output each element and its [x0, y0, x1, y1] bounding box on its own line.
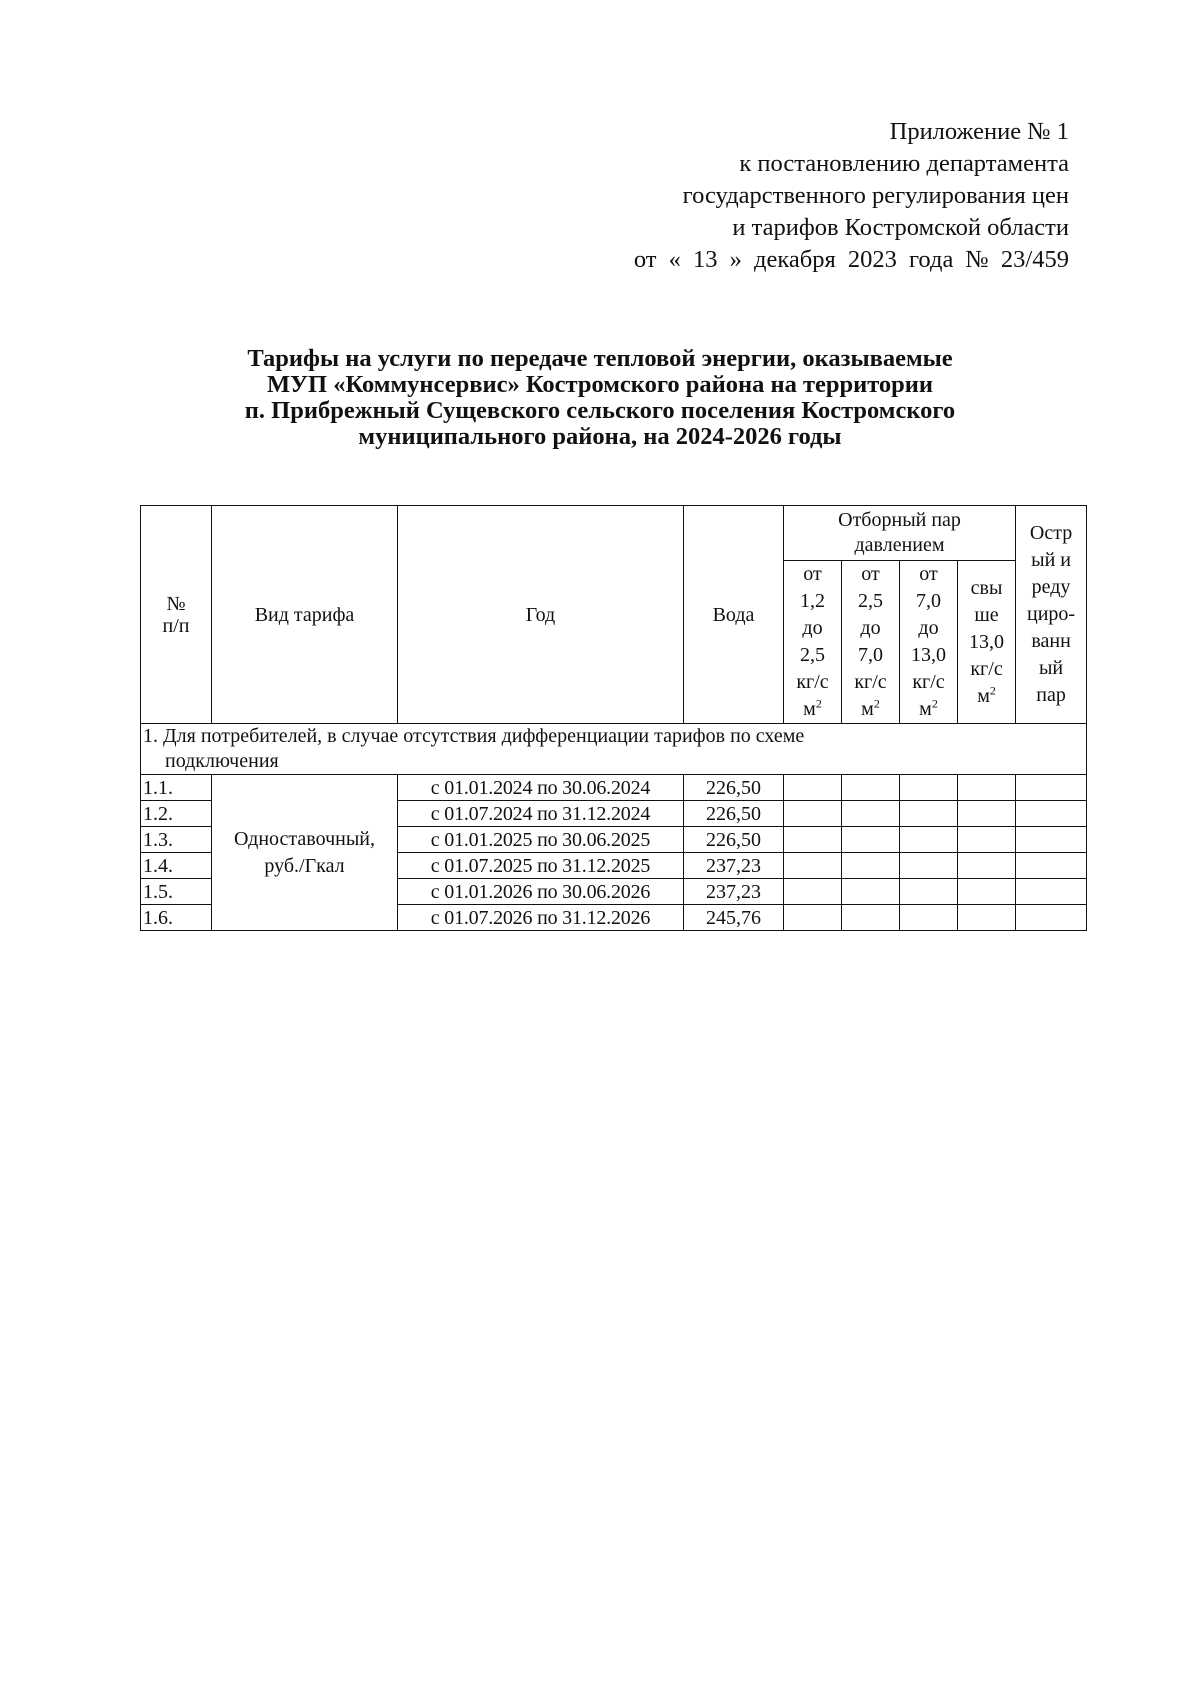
header-steam-over-13 [958, 561, 1016, 724]
cell-line: кг/с [970, 657, 1003, 680]
row-period: с 01.01.2025 по 30.06.2025 [398, 827, 684, 853]
tariff-kind-cell [212, 775, 398, 931]
empty-cell [784, 879, 842, 905]
appendix-line: и тарифов Костромской области [732, 214, 1069, 241]
row-index: 1.3. [141, 827, 212, 853]
empty-cell [958, 827, 1016, 853]
cell-line [960, 683, 1013, 710]
unit: м [977, 684, 990, 707]
row-water-value: 226,50 [684, 801, 784, 827]
header-num-line: п/п [162, 614, 190, 637]
header-year: Год [398, 506, 684, 724]
row-water-value: 226,50 [684, 827, 784, 853]
header-steam-line: Отборный пар [838, 509, 961, 531]
header-steam-group [784, 506, 1016, 561]
cell-line: от [803, 563, 822, 585]
cell-line: до [918, 617, 939, 639]
unit: м [861, 698, 874, 720]
row-water-value: 237,23 [684, 853, 784, 879]
empty-cell [784, 853, 842, 879]
empty-cell [900, 775, 958, 801]
header-sharp-line: циро- [1027, 603, 1076, 625]
cell-line [786, 696, 839, 723]
empty-cell [784, 827, 842, 853]
row-index: 1.5. [141, 879, 212, 905]
header-steam-1-2-5 [784, 561, 842, 724]
row-water-value: 226,50 [684, 775, 784, 801]
header-num-line: № [166, 592, 186, 615]
row-water-value: 245,76 [684, 905, 784, 931]
empty-cell [1016, 853, 1087, 879]
unit: м [803, 698, 816, 720]
row-period: с 01.07.2025 по 31.12.2025 [398, 853, 684, 879]
empty-cell [1016, 879, 1087, 905]
header-sharp-line: ый и [1031, 549, 1071, 571]
cell-line [844, 696, 897, 723]
row-index: 1.6. [141, 905, 212, 931]
empty-cell [1016, 905, 1087, 931]
header-sharp-line: Остр [1029, 522, 1073, 544]
header-water: Вода [684, 506, 784, 724]
header-num [141, 506, 212, 724]
empty-cell [958, 775, 1016, 801]
cell-line: 7,0 [858, 644, 883, 666]
cell-line: от [861, 563, 880, 585]
empty-cell [900, 853, 958, 879]
title-line: МУП «Коммунсервис» Костромского района на территории [266, 371, 934, 398]
empty-cell [842, 775, 900, 801]
cell-line: 7,0 [916, 590, 941, 612]
appendix-date-number: от « 13 » декабря 2023 года № 23/459 [633, 246, 1069, 273]
unit: м [919, 698, 932, 720]
empty-cell [842, 905, 900, 931]
empty-cell [1016, 827, 1087, 853]
superscript: 2 [931, 696, 938, 711]
empty-cell [958, 905, 1016, 931]
cell-line: кг/с [854, 671, 887, 693]
appendix-line: к постановлению департамента [739, 150, 1069, 177]
tariff-table [140, 505, 1087, 931]
empty-cell [958, 801, 1016, 827]
row-period: с 01.01.2024 по 30.06.2024 [398, 775, 684, 801]
empty-cell [1016, 801, 1087, 827]
title-line: муниципального района, на 2024-2026 годы [358, 423, 842, 450]
empty-cell [1016, 775, 1087, 801]
row-period: с 01.07.2024 по 31.12.2024 [398, 801, 684, 827]
row-period: с 01.07.2026 по 31.12.2026 [398, 905, 684, 931]
cell-line: от [919, 563, 938, 585]
header-steam-7-13 [900, 561, 958, 724]
row-water-value: 237,23 [684, 879, 784, 905]
empty-cell [900, 905, 958, 931]
empty-cell [784, 801, 842, 827]
superscript: 2 [873, 696, 880, 711]
appendix-header [634, 116, 1069, 276]
empty-cell [900, 879, 958, 905]
empty-cell [958, 853, 1016, 879]
cell-line: ше [974, 603, 999, 626]
row-index: 1.1. [141, 775, 212, 801]
row-index: 1.4. [141, 853, 212, 879]
header-row [141, 506, 1087, 561]
table-row [141, 775, 1087, 801]
cell-line: до [802, 617, 823, 639]
header-sharp-steam [1016, 506, 1087, 724]
empty-cell [842, 879, 900, 905]
title-line: Тарифы на услуги по передаче тепловой энергии, оказываемые [247, 345, 953, 372]
title-line: п. Прибрежный Сущевского сельского поселения Костромского [244, 397, 956, 424]
header-sharp-line: ый [1038, 657, 1064, 679]
empty-cell [900, 801, 958, 827]
header-sharp-line: ванн [1031, 630, 1071, 652]
header-steam-2-5-7 [842, 561, 900, 724]
empty-cell [784, 775, 842, 801]
section-heading [141, 724, 1087, 775]
tariff-kind-line: Одноставочный, [234, 827, 375, 850]
cell-line: 13,0 [969, 630, 1005, 653]
row-index: 1.2. [141, 801, 212, 827]
empty-cell [842, 853, 900, 879]
cell-line [902, 696, 955, 723]
section-line: подключения [165, 750, 279, 772]
cell-line: кг/с [796, 671, 829, 693]
header-sharp-line: реду [1031, 576, 1071, 598]
header-tariff-kind: Вид тарифа [212, 506, 398, 724]
appendix-line: государственного регулирования цен [682, 182, 1069, 209]
empty-cell [842, 801, 900, 827]
cell-line: кг/с [912, 671, 945, 693]
header-sharp-line: пар [1036, 684, 1066, 706]
empty-cell [958, 879, 1016, 905]
empty-cell [784, 905, 842, 931]
empty-cell [900, 827, 958, 853]
empty-cell [842, 827, 900, 853]
appendix-line: Приложение № 1 [889, 118, 1069, 145]
cell-line: до [860, 617, 881, 639]
cell-line: свы [970, 576, 1003, 599]
cell-line: 2,5 [800, 644, 825, 666]
section-line: 1. Для потребителей, в случае отсутствия дифференциации тарифов по схеме [143, 725, 805, 747]
cell-line: 13,0 [911, 644, 946, 666]
tariff-kind-line: руб./Гкал [264, 854, 345, 877]
header-steam-line: давлением [854, 534, 945, 556]
document-title [160, 346, 1040, 450]
cell-line: 1,2 [800, 590, 825, 612]
section-row [141, 724, 1087, 775]
superscript: 2 [815, 696, 822, 711]
superscript: 2 [989, 682, 996, 697]
row-period: с 01.01.2026 по 30.06.2026 [398, 879, 684, 905]
cell-line: 2,5 [858, 590, 883, 612]
